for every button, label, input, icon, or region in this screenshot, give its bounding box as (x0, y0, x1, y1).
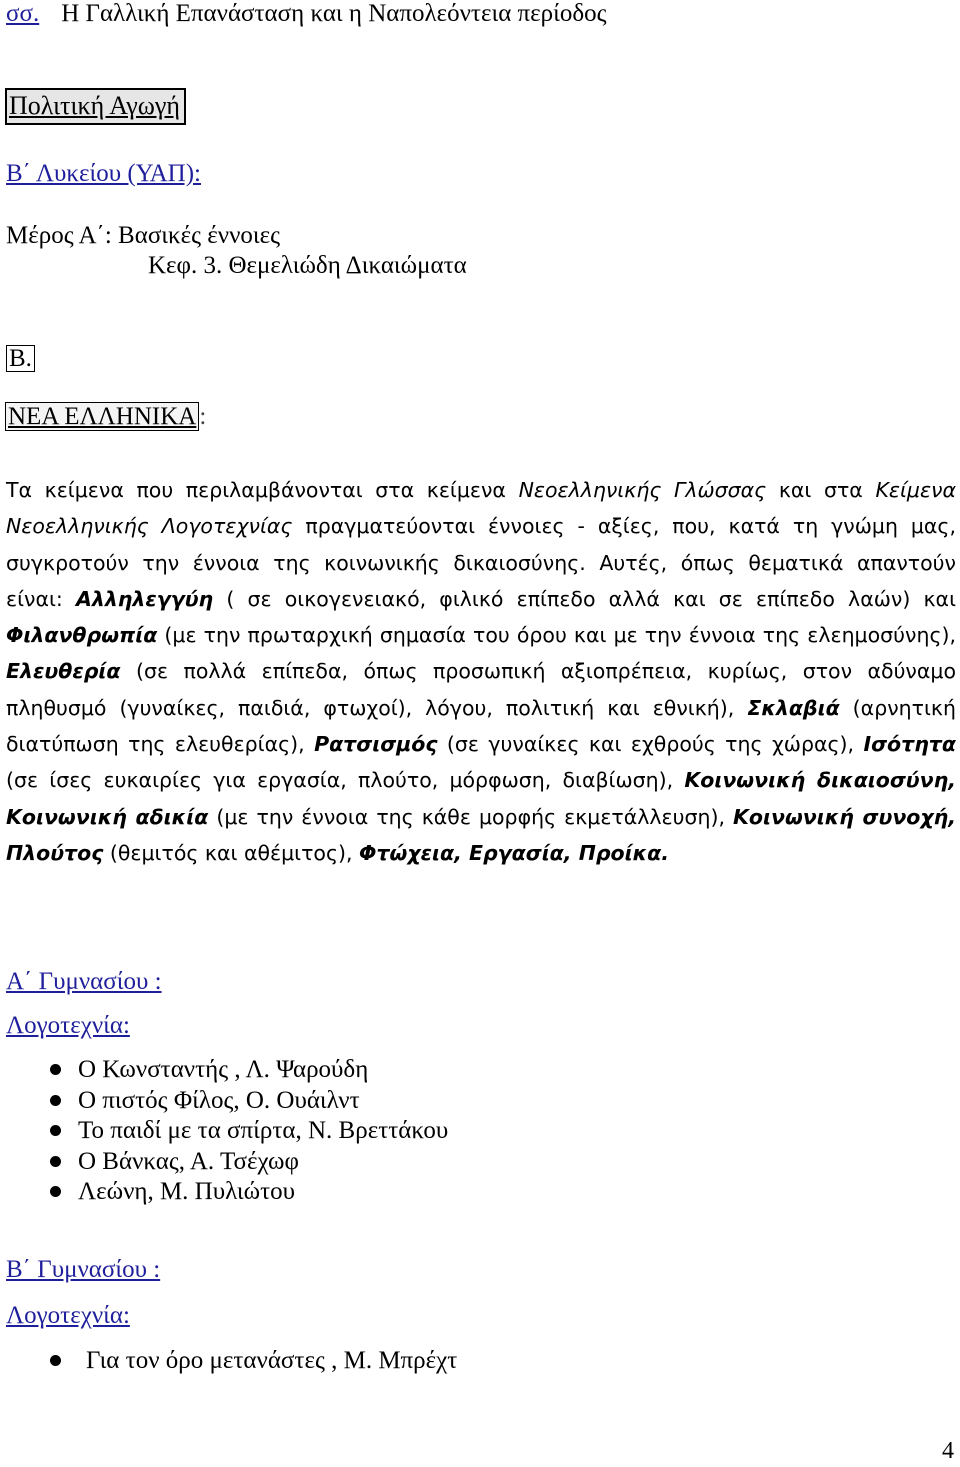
term-allileggyi: Αλληλεγγύη (76, 586, 214, 611)
term-koinoniki-dikaiosyni: Κοινωνική δικαιοσύνη, Κοινωνική αδικία (6, 768, 956, 829)
course-subtitle: Β΄ Λυκείου (ΥΑΠ): (6, 160, 201, 187)
paragraph-book-2: Κείμενα Νεοελληνικής Λογοτεχνίας (6, 478, 956, 539)
nea-ellinika-title: ΝΕΑ ΕΛΛΗΝΙΚΑ (5, 402, 199, 431)
nea-ellinika-colon: : (199, 403, 207, 430)
course-title: Πολιτική Αγωγή (5, 88, 186, 125)
list-item (50, 1346, 457, 1377)
header-sigma: σσ. (6, 0, 40, 27)
gym-a-heading: Α΄ Γυμνασίου : (6, 968, 162, 995)
list-item (50, 1116, 448, 1147)
paragraph-text: (θεμιτός και αθέμιτος), (103, 840, 360, 865)
page-number: 4 (942, 1438, 954, 1464)
section-b-label: Β. (6, 345, 35, 372)
paragraph-text: (σε ίσες ευκαιρίες για εργασία, πλούτο, μόρφωση, διαβίωση), (6, 768, 685, 793)
list-item-text: Ο Κωνσταντής , Λ. Ψαρούδη (78, 1056, 369, 1083)
chapter-line: Κεφ. 3. Θεμελιώδη Δικαιώματα (148, 252, 467, 279)
paragraph-book-1: Νεοελληνικής Γλώσσας (518, 478, 767, 502)
list-item (50, 1147, 448, 1178)
term-eleftheria: Ελευθερία (6, 659, 121, 684)
term-koinoniki-synochi: Κοινωνική συνοχή, Πλούτος (6, 804, 956, 865)
paragraph-text: (σε πολλά επίπεδα, όπως προσωπική αξιοπρέπεια, κυρίως, στον αδύναμο πληθυσμό (γυναίκες, παιδιά, φτωχοί), λόγου, πολιτική και εθνική), (6, 659, 956, 720)
gym-b-heading: Β΄ Γυμνασίου : (6, 1256, 161, 1283)
main-paragraph (6, 472, 956, 871)
gym-a-literature-label: Λογοτεχνία: (6, 1012, 130, 1039)
paragraph-text: και στα (766, 478, 876, 502)
term-filanthropia: Φιλανθρωπία (6, 623, 158, 648)
paragraph-text: (με την πρωταρχική σημασία του όρου και με την έννοια της ελεημοσύνης), (157, 623, 956, 648)
gym-b-literature-label: Λογοτεχνία: (6, 1302, 130, 1329)
bullet-icon (50, 1355, 61, 1366)
term-isotita: Ισότητα (863, 732, 956, 757)
list-item (50, 1177, 448, 1208)
bullet-icon (50, 1156, 61, 1167)
header-line (6, 0, 607, 28)
term-ftocheia: Φτώχεια, Εργασία, Προίκα. (359, 840, 670, 865)
part-line: Μέρος Α΄: Βασικές έννοιες (6, 222, 280, 249)
bullet-icon (50, 1095, 61, 1106)
list-item-text: Ο πιστός Φίλος, Ο. Ουάιλντ (78, 1086, 360, 1114)
paragraph-text: Τα κείμενα που περιλαμβάνονται στα κείμενα (6, 478, 519, 502)
term-ratsismos: Ρατσισμός (314, 732, 438, 757)
paragraph-text: (με την έννοια της κάθε μορφής εκμετάλλευση), (208, 804, 734, 829)
list-item-text: Λεώνη, Μ. Πυλιώτου (78, 1178, 296, 1205)
bullet-icon (50, 1186, 61, 1197)
header-topic: Η Γαλλική Επανάσταση και η Ναπολεόντεια περίοδος (61, 0, 607, 27)
paragraph-text: (σε γυναίκες και εχθρούς της χώρας), (437, 732, 864, 757)
bullet-icon (50, 1125, 61, 1136)
gym-a-literature-list (50, 1055, 448, 1208)
list-item-text: Το παιδί με τα σπίρτα, Ν. Βρεττάκου (78, 1117, 449, 1144)
term-sklavia: Σκλαβιά (747, 695, 840, 720)
paragraph-text: (αρνητική διατύπωση της ελευθερίας), (6, 695, 956, 757)
paragraph-text: πραγματεύονται έννοιες - αξίες, που, κατά τη γνώμη μας, συγκροτούν την έννοια της κοινωνικής δικαιοσύνης. Αυτές, όπως θεματικά απαντούν είναι: (6, 514, 956, 611)
list-item (50, 1055, 448, 1086)
nea-ellinika-heading (5, 403, 206, 431)
bullet-icon (50, 1064, 61, 1075)
gym-b-literature-list (50, 1346, 457, 1377)
list-item-text: Ο Βάνκας, Α. Τσέχωφ (78, 1147, 299, 1175)
list-item-text: Για τον όρο μετανάστες , Μ. Μπρέχτ (86, 1347, 458, 1374)
paragraph-text: ( σε οικογενειακό, φιλικό επίπεδο αλλά και σε επίπεδο λαών) και (213, 586, 957, 611)
list-item (50, 1086, 448, 1117)
